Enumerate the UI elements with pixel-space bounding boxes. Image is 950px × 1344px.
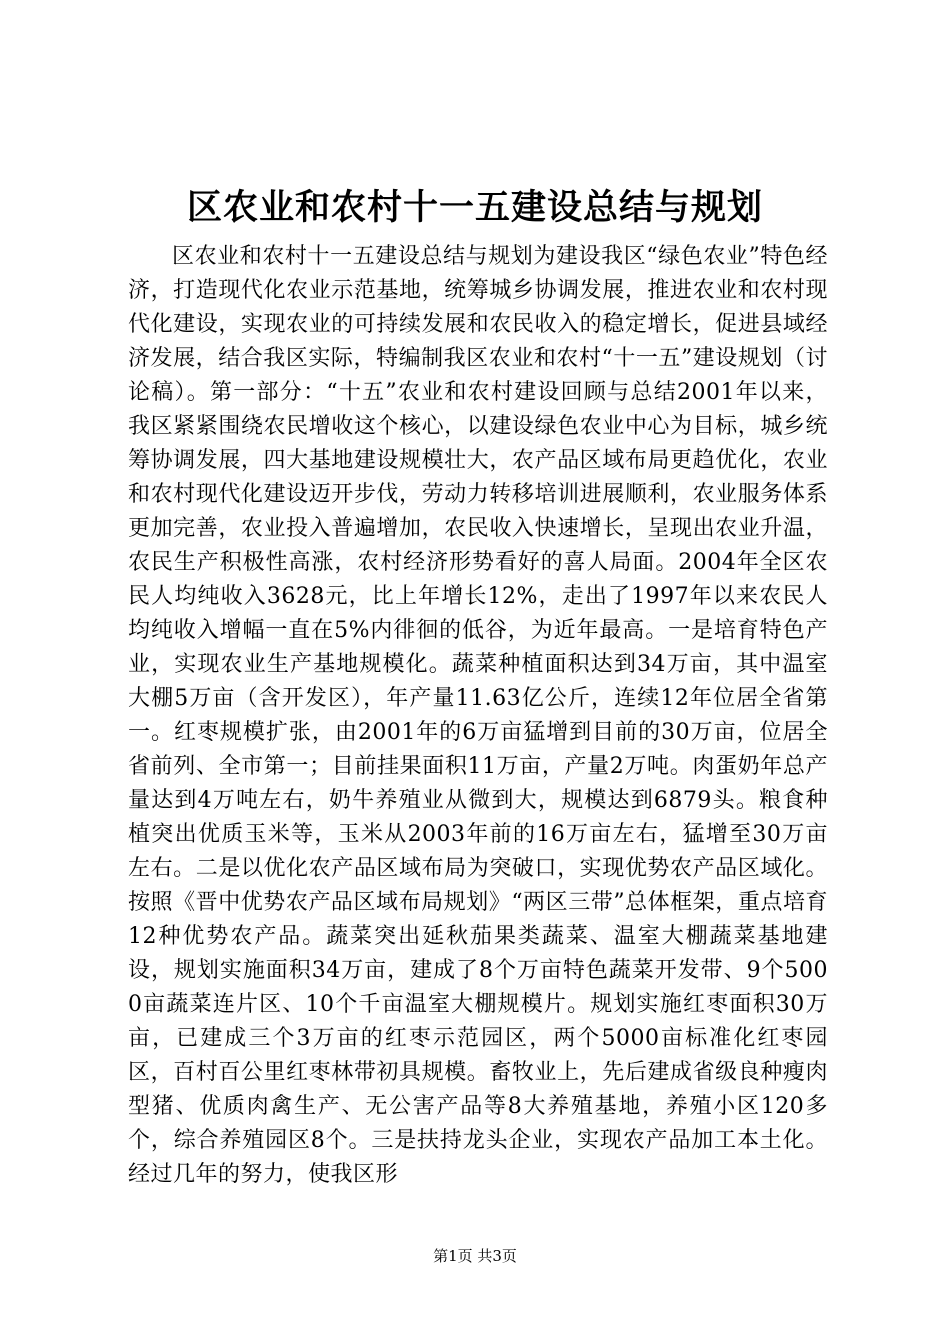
page-number: 第1页 共3页 bbox=[433, 1247, 517, 1265]
document-title: 区农业和农村十一五建设总结与规划 bbox=[186, 187, 763, 228]
document-body: 区农业和农村十一五建设总结与规划为建设我区“绿色农业”特色经济，打造现代化农业示范基地，统筹城乡协调发展，推进农业和农村现代化建设，实现农业的可持续发展和农民收入的稳定增长，促进县域经济发展，结合我区实际，特编制我区农业和农村“十一五”建设规划（讨论稿）。第一部分：“十五”农业和农村建设回顾与总结2001年以来，我区紧紧围绕农民增收这个核心，以建设绿色农业中心为目标，城乡统筹协调发展，四大基地建设规模壮大，农产品区域布局更趋优化，农业和农村现代化建设迈开步伐，劳动力转移培训进展顺利，农业服务体系更加完善，农业投入普遍增加，农民收入快速增长，呈现出农业升温，农民生产积极性高涨，农村经济形势看好的喜人局面。2004年全区农民人均纯收入3628元，比上年增长12%，走出了1997年以来农民人均纯收入增幅一直在5%内徘徊的低谷，为近年最高。一是培育特色产业，实现农业生产基地规模化。蔬菜种植面积达到34万亩，其中温室大棚5万亩（含开发区），年产量11.63亿公斤，连续12年位居全省第一。红枣规模扩张，由2001年的6万亩猛增到目前的30万亩，位居全省前列、全市第一；目前挂果面积11万亩，产量2万吨。肉蛋奶年总产量达到4万吨左右，奶牛养殖业从微到大，规模达到6879头。粮食种植突出优质玉米等，玉米从2003年前的16万亩左右，猛增至30万亩左右。二是以优化农产品区域布局为突破口，实现优势农产品区域化。按照《晋中优势农产品区域布局规划》“两区三带”总体框架，重点培育12种优势农产品。蔬菜突出延秋茄果类蔬菜、温室大棚蔬菜基地建设，规划实施面积34万亩，建成了8个万亩特色蔬菜开发带、9个5000亩蔬菜连片区、10个千亩温室大棚规模片。规划实施红枣面积30万亩，已建成三个3万亩的红枣示范园区，两个5000亩标准化红枣园区，百村百公里红枣林带初具规模。畜牧业上，先后建成省级良种瘦肉型猪、优质肉禽生产、无公害产品等8大养殖基地，养殖小区120多个，综合养殖园区8个。三是扶持龙头企业，实现农产品加工本土化。经过几年的努力，使我区形 bbox=[128, 244, 828, 1187]
